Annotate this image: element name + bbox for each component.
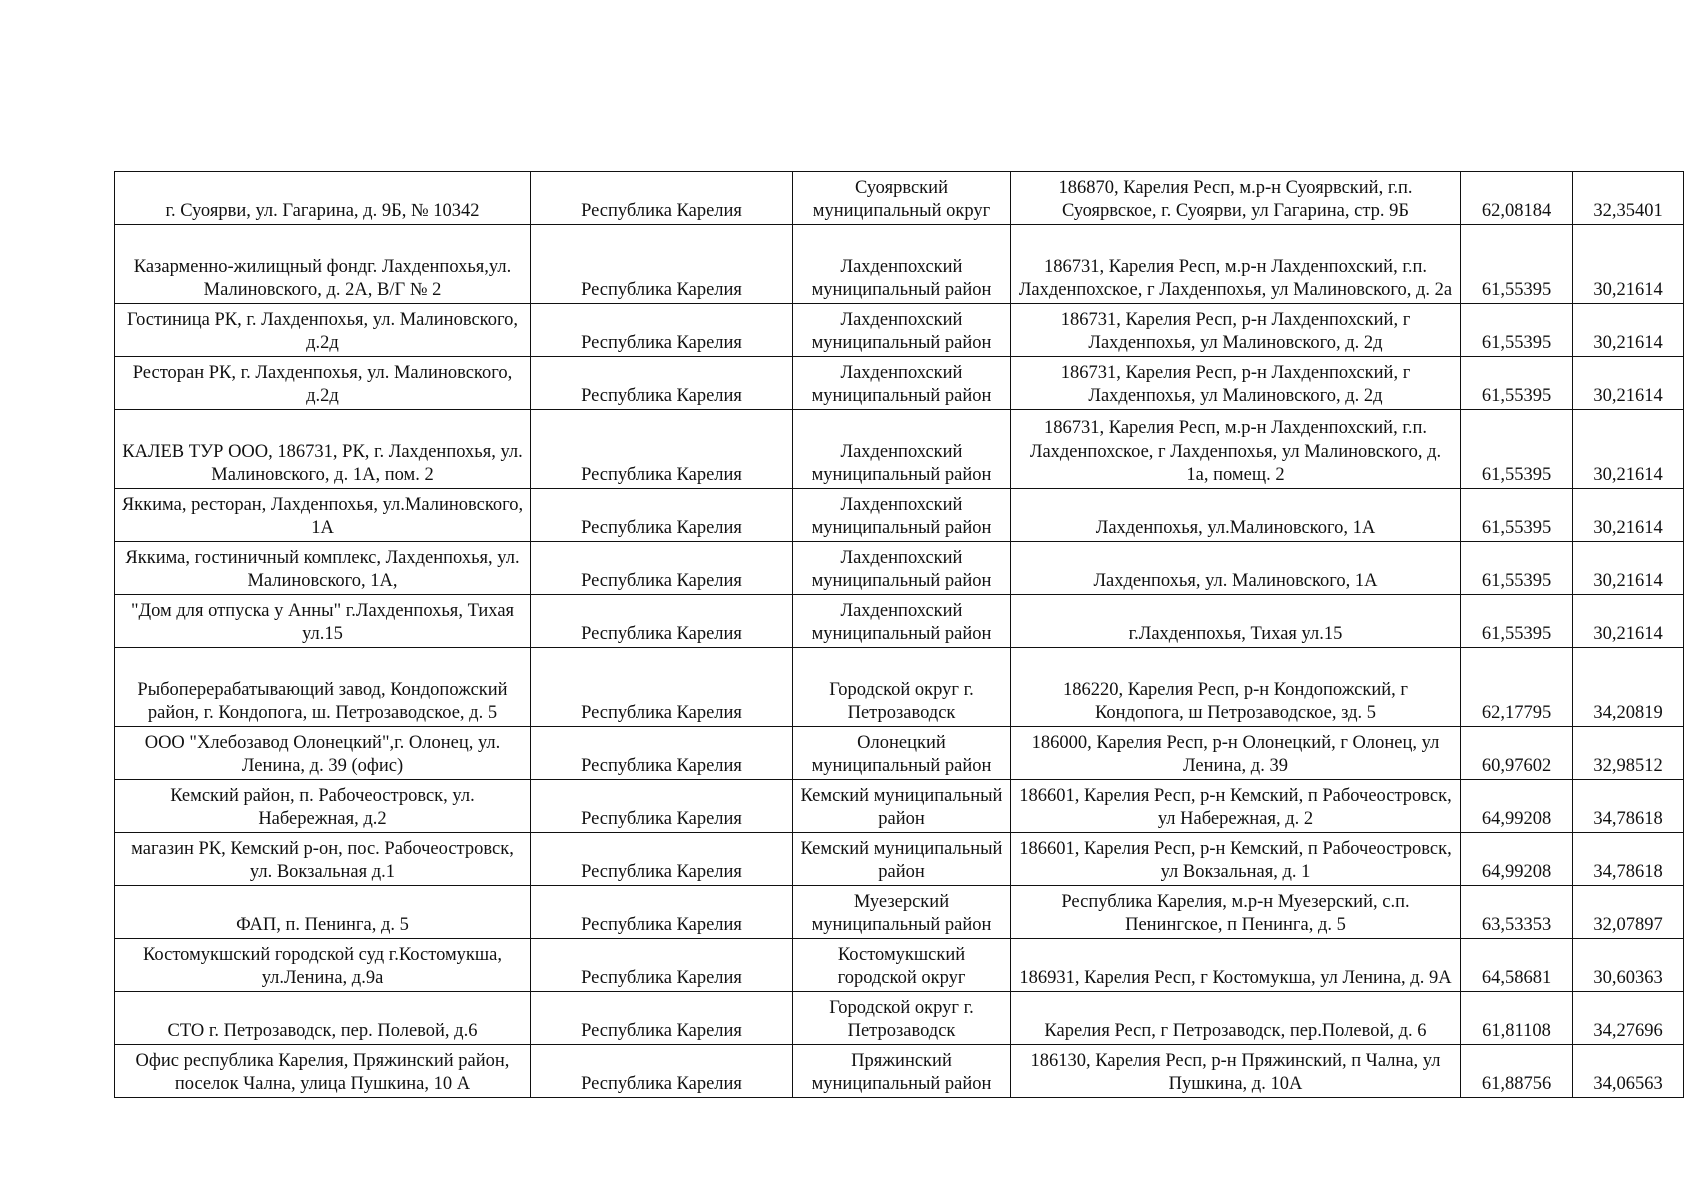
cell-longitude: 32,07897: [1573, 886, 1684, 939]
cell-latitude: 61,55395: [1461, 542, 1573, 595]
cell-object: Яккима, ресторан, Лахденпохья, ул.Малиновского, 1А: [115, 489, 531, 542]
table-row: [115, 357, 1684, 410]
cell-object: Ресторан РК, г. Лахденпохья, ул. Малиновского, д.2д: [115, 357, 531, 410]
table-row: [115, 225, 1684, 304]
cell-longitude: 30,60363: [1573, 939, 1684, 992]
table-row: [115, 727, 1684, 780]
table-row: [115, 992, 1684, 1045]
cell-longitude: 30,21614: [1573, 225, 1684, 304]
cell-longitude: 34,06563: [1573, 1045, 1684, 1098]
cell-latitude: 61,55395: [1461, 489, 1573, 542]
table-row: [115, 595, 1684, 648]
cell-object: магазин РК, Кемский р-он, пос. Рабочеостровск, ул. Вокзальная д.1: [115, 833, 531, 886]
cell-longitude: 30,21614: [1573, 489, 1684, 542]
cell-object: Костомукшский городской суд г.Костомукша, ул.Ленина, д.9а: [115, 939, 531, 992]
cell-longitude: 34,20819: [1573, 648, 1684, 727]
cell-district: Лахденпохский муниципальный район: [793, 542, 1011, 595]
cell-object: КАЛЕВ ТУР ООО, 186731, РК, г. Лахденпохья, ул. Малиновского, д. 1А, пом. 2: [115, 410, 531, 489]
cell-region: Республика Карелия: [531, 833, 793, 886]
cell-region: Республика Карелия: [531, 939, 793, 992]
cell-region: Республика Карелия: [531, 886, 793, 939]
cell-latitude: 61,55395: [1461, 410, 1573, 489]
cell-region: Республика Карелия: [531, 357, 793, 410]
cell-region: Республика Карелия: [531, 542, 793, 595]
cell-region: Республика Карелия: [531, 304, 793, 357]
cell-address: г.Лахденпохья, Тихая ул.15: [1011, 595, 1461, 648]
cell-address: 186731, Карелия Респ, р-н Лахденпохский, г Лахденпохья, ул Малиновского, д. 2д: [1011, 357, 1461, 410]
cell-region: Республика Карелия: [531, 172, 793, 225]
cell-object: "Дом для отпуска у Анны" г.Лахденпохья, Тихая ул.15: [115, 595, 531, 648]
cell-district: Лахденпохский муниципальный район: [793, 357, 1011, 410]
table-row: [115, 542, 1684, 595]
cell-object: Кемский район, п. Рабочеостровск, ул. Набережная, д.2: [115, 780, 531, 833]
cell-district: Лахденпохский муниципальный район: [793, 595, 1011, 648]
data-table: [114, 171, 1684, 1098]
cell-latitude: 64,58681: [1461, 939, 1573, 992]
table-row: [115, 410, 1684, 489]
cell-latitude: 64,99208: [1461, 833, 1573, 886]
cell-address: 186130, Карелия Респ, р-н Пряжинский, п Чална, ул Пушкина, д. 10А: [1011, 1045, 1461, 1098]
cell-region: Республика Карелия: [531, 727, 793, 780]
cell-address: Карелия Респ, г Петрозаводск, пер.Полевой, д. 6: [1011, 992, 1461, 1045]
cell-region: Республика Карелия: [531, 1045, 793, 1098]
table-row: [115, 489, 1684, 542]
cell-district: Лахденпохский муниципальный район: [793, 489, 1011, 542]
table-row: [115, 304, 1684, 357]
cell-district: Костомукшский городской округ: [793, 939, 1011, 992]
cell-district: Городской округ г. Петрозаводск: [793, 648, 1011, 727]
cell-district: Кемский муниципальный район: [793, 833, 1011, 886]
cell-region: Республика Карелия: [531, 648, 793, 727]
cell-longitude: 32,35401: [1573, 172, 1684, 225]
table-row: [115, 1045, 1684, 1098]
cell-region: Республика Карелия: [531, 489, 793, 542]
cell-latitude: 61,88756: [1461, 1045, 1573, 1098]
cell-longitude: 30,21614: [1573, 357, 1684, 410]
table-row: [115, 172, 1684, 225]
cell-longitude: 30,21614: [1573, 595, 1684, 648]
cell-region: Республика Карелия: [531, 410, 793, 489]
cell-latitude: 60,97602: [1461, 727, 1573, 780]
cell-district: Олонецкий муниципальный район: [793, 727, 1011, 780]
cell-object: г. Суоярви, ул. Гагарина, д. 9Б, № 10342: [115, 172, 531, 225]
cell-latitude: 61,55395: [1461, 304, 1573, 357]
cell-address: Лахденпохья, ул. Малиновского, 1А: [1011, 542, 1461, 595]
cell-address: 186000, Карелия Респ, р-н Олонецкий, г Олонец, ул Ленина, д. 39: [1011, 727, 1461, 780]
cell-region: Республика Карелия: [531, 780, 793, 833]
table-row: [115, 780, 1684, 833]
cell-latitude: 61,81108: [1461, 992, 1573, 1045]
cell-object: ФАП, п. Пенинга, д. 5: [115, 886, 531, 939]
cell-latitude: 63,53353: [1461, 886, 1573, 939]
cell-address: 186220, Карелия Респ, р-н Кондопожский, г Кондопога, ш Петрозаводское, зд. 5: [1011, 648, 1461, 727]
cell-latitude: 61,55395: [1461, 225, 1573, 304]
cell-address: 186731, Карелия Респ, м.р-н Лахденпохский, г.п. Лахденпохское, г Лахденпохья, ул Малиновского, д. 1а, помещ. 2: [1011, 410, 1461, 489]
cell-longitude: 30,21614: [1573, 542, 1684, 595]
cell-address: 186931, Карелия Респ, г Костомукша, ул Ленина, д. 9А: [1011, 939, 1461, 992]
cell-latitude: 61,55395: [1461, 595, 1573, 648]
cell-object: СТО г. Петрозаводск, пер. Полевой, д.6: [115, 992, 531, 1045]
cell-object: Яккима, гостиничный комплекс, Лахденпохья, ул. Малиновского, 1А,: [115, 542, 531, 595]
table-row: [115, 939, 1684, 992]
cell-object: Офис республика Карелия, Пряжинский район, поселок Чална, улица Пушкина, 10 А: [115, 1045, 531, 1098]
cell-latitude: 64,99208: [1461, 780, 1573, 833]
cell-district: Лахденпохский муниципальный район: [793, 225, 1011, 304]
cell-region: Республика Карелия: [531, 595, 793, 648]
cell-address: 186601, Карелия Респ, р-н Кемский, п Рабочеостровск, ул Набережная, д. 2: [1011, 780, 1461, 833]
cell-longitude: 34,78618: [1573, 833, 1684, 886]
cell-object: Рыбоперерабатывающий завод, Кондопожский район, г. Кондопога, ш. Петрозаводское, д. 5: [115, 648, 531, 727]
cell-longitude: 34,78618: [1573, 780, 1684, 833]
cell-latitude: 62,08184: [1461, 172, 1573, 225]
cell-district: Лахденпохский муниципальный район: [793, 304, 1011, 357]
cell-address: Республика Карелия, м.р-н Муезерский, с.п. Пенингское, п Пенинга, д. 5: [1011, 886, 1461, 939]
cell-longitude: 30,21614: [1573, 304, 1684, 357]
cell-latitude: 62,17795: [1461, 648, 1573, 727]
table-body: [115, 172, 1684, 1098]
cell-address: Лахденпохья, ул.Малиновского, 1А: [1011, 489, 1461, 542]
cell-region: Республика Карелия: [531, 992, 793, 1045]
table-row: [115, 833, 1684, 886]
cell-longitude: 32,98512: [1573, 727, 1684, 780]
cell-district: Городской округ г. Петрозаводск: [793, 992, 1011, 1045]
cell-region: Республика Карелия: [531, 225, 793, 304]
table-row: [115, 886, 1684, 939]
cell-object: Казарменно-жилищный фондг. Лахденпохья,ул. Малиновского, д. 2А, В/Г № 2: [115, 225, 531, 304]
cell-address: 186601, Карелия Респ, р-н Кемский, п Рабочеостровск, ул Вокзальная, д. 1: [1011, 833, 1461, 886]
cell-longitude: 34,27696: [1573, 992, 1684, 1045]
cell-address: 186731, Карелия Респ, р-н Лахденпохский, г Лахденпохья, ул Малиновского, д. 2д: [1011, 304, 1461, 357]
cell-longitude: 30,21614: [1573, 410, 1684, 489]
table-row: [115, 648, 1684, 727]
cell-address: 186870, Карелия Респ, м.р-н Суоярвский, г.п. Суоярвское, г. Суоярви, ул Гагарина, стр. 9Б: [1011, 172, 1461, 225]
cell-object: ООО "Хлебозавод Олонецкий",г. Олонец, ул. Ленина, д. 39 (офис): [115, 727, 531, 780]
cell-address: 186731, Карелия Респ, м.р-н Лахденпохский, г.п. Лахденпохское, г Лахденпохья, ул Малиновского, д. 2а: [1011, 225, 1461, 304]
cell-district: Кемский муниципальный район: [793, 780, 1011, 833]
cell-object: Гостиница РК, г. Лахденпохья, ул. Малиновского, д.2д: [115, 304, 531, 357]
cell-latitude: 61,55395: [1461, 357, 1573, 410]
cell-district: Суоярвский муниципальный округ: [793, 172, 1011, 225]
cell-district: Пряжинский муниципальный район: [793, 1045, 1011, 1098]
cell-district: Муезерский муниципальный район: [793, 886, 1011, 939]
cell-district: Лахденпохский муниципальный район: [793, 410, 1011, 489]
